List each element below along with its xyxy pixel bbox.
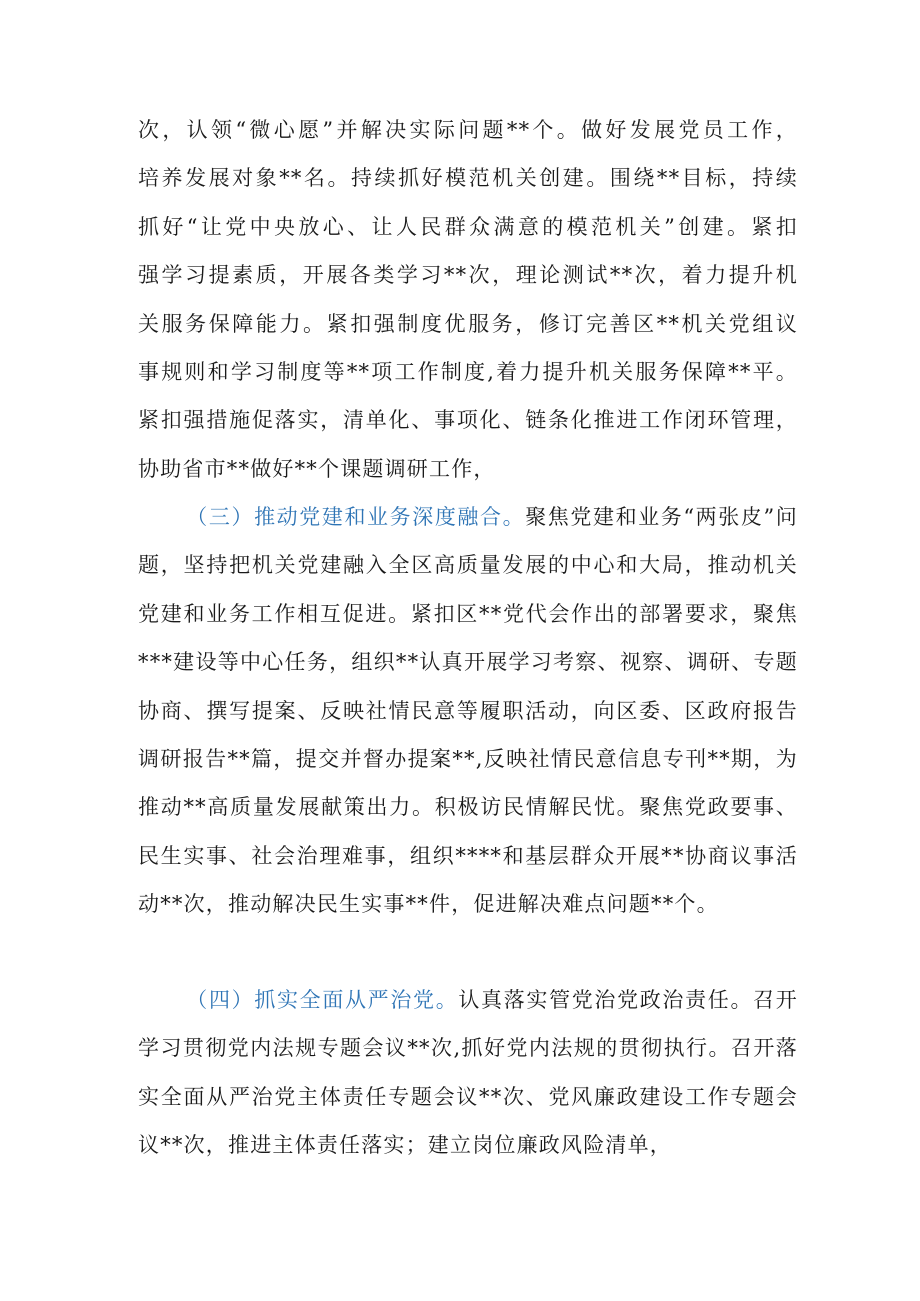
section-three-paragraph (138, 493, 798, 929)
text-line: 抓好“让党中央放心、让人民群众满意的模范机关”创建。紧扣 (138, 214, 798, 239)
text-line: 关服务保障能力。紧扣强制度优服务，修订完善区**机关党组议 (138, 311, 798, 336)
section-three-heading: （三）推动党建和业务深度融合。 (186, 505, 526, 529)
section-four-paragraph (138, 976, 798, 1170)
text-line: 事规则和学习制度等**项工作制度,着力提升机关服务保障**平。 (138, 360, 798, 385)
text-line: 培养发展对象**名。持续抓好模范机关创建。围绕**目标，持续 (138, 166, 798, 191)
section-three-body: 聚焦党建和业务“两张皮”问题，坚持把机关党建融入全区高质量发展的中心和大局，推动机关党建和业务工作相互促进。紧扣区**党代会作出的部署要求，聚焦***建设等中心任务，组织**认真开展学习考察、视察、调研、专题协商、撰写提案、反映社情民意等履职活动，向区委、区政府报告调研报告**篇，提交并督办提案**,反映社情民意信息专刊**期，为推动**高质量发展献策出力。积极访民情解民忧。聚焦党政要事、民生实事、社会治理难事，组织****和基层群众开展**协商议事活动**次，推动解决民生实事**件，促进解决难点问题**个。 (138, 505, 798, 917)
text-line: 次，认领“微心愿”并解决实际问题**个。做好发展党员工作， (138, 118, 798, 142)
text-line: 紧扣强措施促落实，清单化、事项化、链条化推进工作闭环管理， (138, 408, 798, 433)
section-four-heading: （四）抓实全面从严治党。 (186, 988, 459, 1012)
text-line: 协助省市**做好**个课题调研工作， (138, 456, 496, 481)
section-three-text (138, 493, 798, 929)
section-four-text (138, 976, 798, 1170)
text-line: 强学习提素质，开展各类学习**次，理论测试**次，着力提升机 (138, 263, 798, 288)
paragraph-continuation (138, 106, 798, 493)
section-four-body: 认真落实管党治党政治责任。召开学习贯彻党内法规专题会议**次,抓好党内法规的贯彻执行。召开落实全面从严治党主体责任专题会议**次、党风廉政建设工作专题会议**次，推进主体责任落实；建立岗位廉政风险清单， (138, 988, 798, 1158)
